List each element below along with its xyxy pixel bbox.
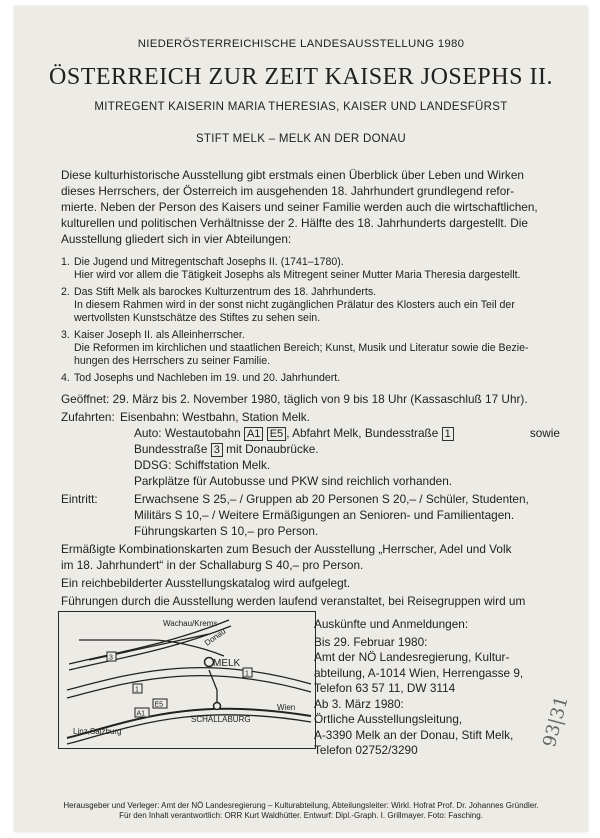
section-number: 3. (61, 329, 70, 341)
map-label-wien: Wien (277, 703, 296, 712)
contact-line: Bis 29. Februar 1980: (314, 634, 428, 649)
location-map (58, 611, 316, 749)
entry-prices (134, 491, 529, 539)
section-item (61, 372, 571, 385)
schallaburg-marker-icon (214, 703, 221, 710)
map-label-melk: MELK (213, 658, 241, 669)
map-road-3: 3 (109, 654, 113, 662)
intro-paragraph (61, 167, 561, 247)
entry-line: Führungskarten S 10,– pro Person. (134, 524, 319, 538)
access-auto-2 (134, 441, 319, 457)
contact-line: Ab 3. März 1980: (314, 696, 404, 711)
combo-tickets (61, 541, 511, 573)
section-title: Das Stift Melk als barockes Kulturzentrum des 18. Jahrhunderts. (74, 286, 377, 298)
auto-text: Bundesstraße (134, 442, 208, 456)
intro-line: Diese kulturhistorische Ausstellung gibt erstmals einen Überblick über Leben und Wirken (61, 168, 524, 182)
contact-line: Amt der NÖ Landesregierung, Kultur- (314, 650, 510, 664)
exhibition-heading: NIEDERÖSTERREICHISCHE LANDESAUSSTELLUNG 1980 (137, 38, 465, 50)
intro-line: mierte. Neben der Person des Kaisers und seiner Familie werden auch die wirtschaftlichen, (61, 200, 538, 214)
location-heading: STIFT MELK – MELK AN DER DONAU (195, 133, 407, 145)
entry-label: Eintritt: (61, 492, 98, 506)
tours-line: Führungen durch die Ausstellung werden laufend veranstaltet, bei Reisegruppen wird um (61, 594, 526, 608)
auto-text: sowie (529, 426, 560, 440)
combo-line: im 18. Jahrhundert“ in der Schallaburg S 40,– pro Person. (61, 558, 364, 572)
entry-line: Militärs S 10,– / Weitere Ermäßigungen an Senioren- und Familientagen. (134, 508, 515, 522)
intro-line: dieses Herrschers, der Österreich im ausgehenden 18. Jahrhundert grundlegend refor- (61, 184, 515, 198)
contact-line: A-3390 Melk an der Donau, Stift Melk, (314, 727, 514, 742)
section-number: 1. (61, 256, 70, 268)
access-parking: Parkplätze für Autobusse und PKW sind reichlich vorhanden. (134, 474, 453, 488)
road-sign-1: 1 (442, 427, 454, 441)
map-label-schallaburg: SCHALLABURG (191, 715, 251, 724)
auto-text: mit Donaubrücke. (226, 442, 319, 456)
map-label-linz: Linz,Salzburg (73, 727, 122, 736)
map-road-e5: E5 (154, 701, 164, 709)
access-rail: Eisenbahn: Westbahn, Station Melk. (120, 410, 310, 424)
footer-publisher: Herausgeber und Verleger: Amt der NÖ Landesregierung – Kulturabteilung, Abteilungsleiter: Wirkl. Hofrat Prof. Dr. Johannes Gründler. (63, 801, 539, 810)
road-sign-a1: A1 (244, 427, 263, 441)
section-item (61, 256, 571, 282)
document-title: ÖSTERREICH ZUR ZEIT KAISER JOSEPHS II. (49, 64, 553, 90)
document-sheet (14, 6, 588, 832)
auto-text: Auto: Westautobahn (134, 426, 241, 440)
section-title: Die Jugend und Mitregentschaft Josephs II. (1741–1780). (74, 256, 344, 268)
auto-text: , Abfahrt Melk, Bundesstraße (286, 426, 439, 440)
access-ddsg: DDSG: Schiffstation Melk. (134, 458, 271, 472)
document-subtitle: MITREGENT KAISERIN MARIA THERESIAS, KAISER UND LANDESFÜRST (94, 101, 508, 113)
road-sign-3: 3 (211, 443, 223, 457)
section-text: hungen des Herrschers zu seiner Familie. (74, 355, 271, 367)
section-number: 2. (61, 286, 70, 298)
contact-line: Örtliche Ausstellungsleitung, (314, 712, 463, 726)
section-title: Tod Josephs und Nachleben im 19. und 20. Jahrhundert. (74, 372, 341, 384)
contact-line: abteilung, A-1014 Wien, Herrengasse 9, (314, 665, 524, 680)
road-sign-e5: E5 (267, 427, 286, 441)
route-map-graphic (59, 612, 315, 748)
map-road-a1: A1 (136, 710, 146, 718)
map-road-1a: 1 (135, 686, 139, 694)
section-list (61, 256, 571, 389)
intro-line: Ausstellung gliedert sich in vier Abteilungen: (61, 232, 292, 246)
combo-line: Ermäßigte Kombinationskarten zum Besuch der Ausstellung „Herrscher, Adel und Volk (61, 542, 512, 556)
section-title: Kaiser Joseph II. als Alleinherrscher. (74, 329, 245, 341)
opening-hours: Geöffnet: 29. März bis 2. November 1980, täglich von 9 bis 18 Uhr (Kassaschluß 17 Uhr). (61, 392, 528, 406)
section-text: Hier wird vor allem die Tätigkeit Josephs als Mitregent seiner Mutter Maria Theresia dargestellt. (74, 269, 521, 281)
map-label-wachau: Wachau/Krems (163, 619, 218, 628)
handwritten-annotation: 93|31 (539, 693, 573, 750)
map-label-donau: Donau (202, 626, 228, 648)
section-item (61, 329, 571, 368)
contact-heading: Auskünfte und Anmeldungen: (314, 617, 469, 631)
map-road-1b: 1 (245, 670, 249, 678)
contact-line: Telefon 63 57 11, DW 3114 (314, 681, 456, 695)
section-item (61, 286, 571, 325)
melk-marker-icon (205, 658, 214, 667)
access-auto (134, 425, 560, 441)
section-number: 4. (61, 372, 70, 384)
intro-line: kulturellen und politischen Verhältnisse der 2. Hälfte des 18. Jahrhunderts dargestellt. Die (61, 216, 528, 230)
footer-credits: Für den Inhalt verantwortlich: ORR Kurt Waldhütter. Entwurf: Dipl.-Graph. I. Grillmayer. Foto: Fasching. (119, 811, 483, 820)
access-label: Zufahrten: (61, 410, 115, 424)
section-text: Die Reformen im kirchlichen und staatlichen Bereich; Kunst, Musik und Literatur sowie die Bezie- (74, 342, 529, 354)
contact-block (314, 617, 564, 759)
catalog-note: Ein reichbebilderter Ausstellungskatalog wird aufgelegt. (61, 576, 351, 590)
contact-line: Telefon 02752/3290 (314, 743, 418, 757)
section-text: wertvollsten Kunstschätze des Stiftes zu sehen sein. (74, 312, 321, 324)
section-text: In diesem Rahmen wird in der sonst nicht zugänglichen Prälatur des Klosters auch ein Teil der (74, 299, 515, 311)
entry-line: Erwachsene S 25,– / Gruppen ab 20 Personen S 20,– / Schüler, Studenten, (134, 492, 529, 506)
